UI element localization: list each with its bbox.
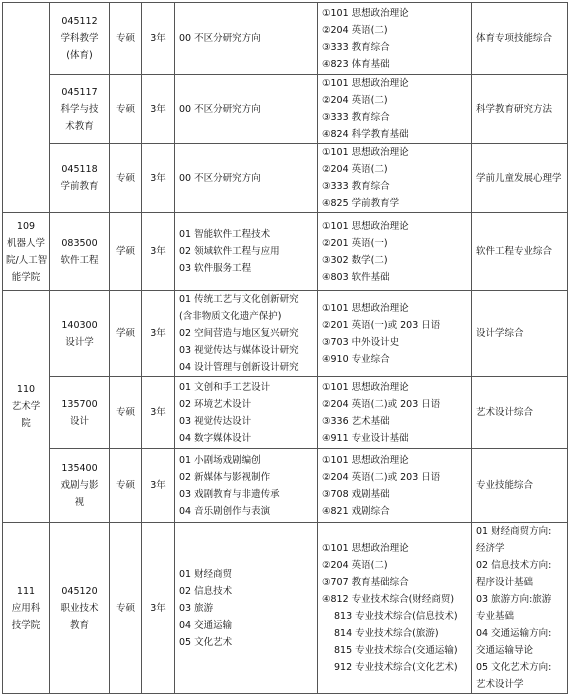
exam-subjects-cell: ①101 思想政治理论 ②204 英语(二)或 203 日语 ③708 戏剧基础 ④821 戏剧综合 xyxy=(318,449,472,523)
major-cell: 083500 软件工程 xyxy=(50,213,110,291)
table-row xyxy=(3,449,568,523)
degree-type-cell: 专硕 xyxy=(110,3,142,75)
major-cell: 045117 科学与技 术教育 xyxy=(50,75,110,144)
years-cell: 3年 xyxy=(142,291,175,377)
exam-subjects-cell: ①101 思想政治理论 ②204 英语(二)或 203 日语 ③336 艺术基础 ④911 专业设计基础 xyxy=(318,377,472,449)
retest-subject-cell: 体育专项技能综合 xyxy=(472,3,568,75)
major-cell: 135400 戏剧与影 视 xyxy=(50,449,110,523)
major-cell: 045120 职业技术 教育 xyxy=(50,523,110,694)
research-direction-cell: 01 智能软件工程技术 02 领域软件工程与应用 03 软件服务工程 xyxy=(175,213,318,291)
retest-subject-cell: 艺术设计综合 xyxy=(472,377,568,449)
research-direction-cell: 01 文创和手工艺设计 02 环境艺术设计 03 视觉传达设计 04 数字媒体设计 xyxy=(175,377,318,449)
exam-subjects-cell: ①101 思想政治理论 ②204 英语(二) ③707 教育基础综合 ④812 专业技术综合(财经商贸) 813 专业技术综合(信息技术) 814 专业技术综合(旅游) 815 专业技术综合(交通运输) 912 专业技术综合(文化艺术) xyxy=(318,523,472,694)
table-row xyxy=(3,3,568,75)
retest-subject-cell: 设计学综合 xyxy=(472,291,568,377)
table-row xyxy=(3,144,568,213)
table-row xyxy=(3,213,568,291)
years-cell: 3年 xyxy=(142,449,175,523)
college-cell: 111 应用科 技学院 xyxy=(3,523,50,694)
research-direction-cell: 01 传统工艺与文化创新研究 (含非物质文化遗产保护) 02 空间营造与地区复兴研究 03 视觉传达与媒体设计研究 04 设计管理与创新设计研究 xyxy=(175,291,318,377)
table-row xyxy=(3,377,568,449)
major-cell: 045118 学前教育 xyxy=(50,144,110,213)
years-cell: 3年 xyxy=(142,144,175,213)
degree-type-cell: 专硕 xyxy=(110,449,142,523)
college-cell: 109 机器人学 院/人工智 能学院 xyxy=(3,213,50,291)
exam-subjects-cell: ①101 思想政治理论 ②204 英语(二) ③333 教育综合 ④825 学前教育学 xyxy=(318,144,472,213)
enrollment-catalog-table xyxy=(2,2,568,694)
table-row xyxy=(3,75,568,144)
years-cell: 3年 xyxy=(142,3,175,75)
years-cell: 3年 xyxy=(142,75,175,144)
college-cell: 110 艺术学 院 xyxy=(3,291,50,523)
degree-type-cell: 专硕 xyxy=(110,75,142,144)
exam-subjects-cell: ①101 思想政治理论 ②204 英语(二) ③333 教育综合 ④823 体育基础 xyxy=(318,3,472,75)
degree-type-cell: 学硕 xyxy=(110,213,142,291)
research-direction-cell: 00 不区分研究方向 xyxy=(175,3,318,75)
degree-type-cell: 学硕 xyxy=(110,291,142,377)
retest-subject-cell: 软件工程专业综合 xyxy=(472,213,568,291)
exam-subjects-cell: ①101 思想政治理论 ②204 英语(二) ③333 教育综合 ④824 科学教育基础 xyxy=(318,75,472,144)
exam-subjects-cell: ①101 思想政治理论 ②201 英语(一)或 203 日语 ③703 中外设计史 ④910 专业综合 xyxy=(318,291,472,377)
table-row xyxy=(3,291,568,377)
major-cell: 140300 设计学 xyxy=(50,291,110,377)
years-cell: 3年 xyxy=(142,377,175,449)
college-cell-empty xyxy=(3,3,50,213)
major-cell: 045112 学科教学 (体育) xyxy=(50,3,110,75)
years-cell: 3年 xyxy=(142,213,175,291)
degree-type-cell: 专硕 xyxy=(110,377,142,449)
years-cell: 3年 xyxy=(142,523,175,694)
retest-subject-cell: 01 财经商贸方向: 经济学 02 信息技术方向: 程序设计基础 03 旅游方向:旅游 专业基础 04 交通运输方向: 交通运输导论 05 文化艺术方向: 艺术设计学 xyxy=(472,523,568,694)
research-direction-cell: 00 不区分研究方向 xyxy=(175,144,318,213)
retest-subject-cell: 学前儿童发展心理学 xyxy=(472,144,568,213)
table-row xyxy=(3,523,568,694)
research-direction-cell: 01 财经商贸 02 信息技术 03 旅游 04 交通运输 05 文化艺术 xyxy=(175,523,318,694)
major-cell: 135700 设计 xyxy=(50,377,110,449)
research-direction-cell: 00 不区分研究方向 xyxy=(175,75,318,144)
exam-subjects-cell: ①101 思想政治理论 ②201 英语(一) ③302 数学(二) ④803 软件基础 xyxy=(318,213,472,291)
degree-type-cell: 专硕 xyxy=(110,144,142,213)
retest-subject-cell: 科学教育研究方法 xyxy=(472,75,568,144)
research-direction-cell: 01 小剧场戏剧编创 02 新媒体与影视制作 03 戏剧教育与非遗传承 04 音乐剧创作与表演 xyxy=(175,449,318,523)
degree-type-cell: 专硕 xyxy=(110,523,142,694)
retest-subject-cell: 专业技能综合 xyxy=(472,449,568,523)
